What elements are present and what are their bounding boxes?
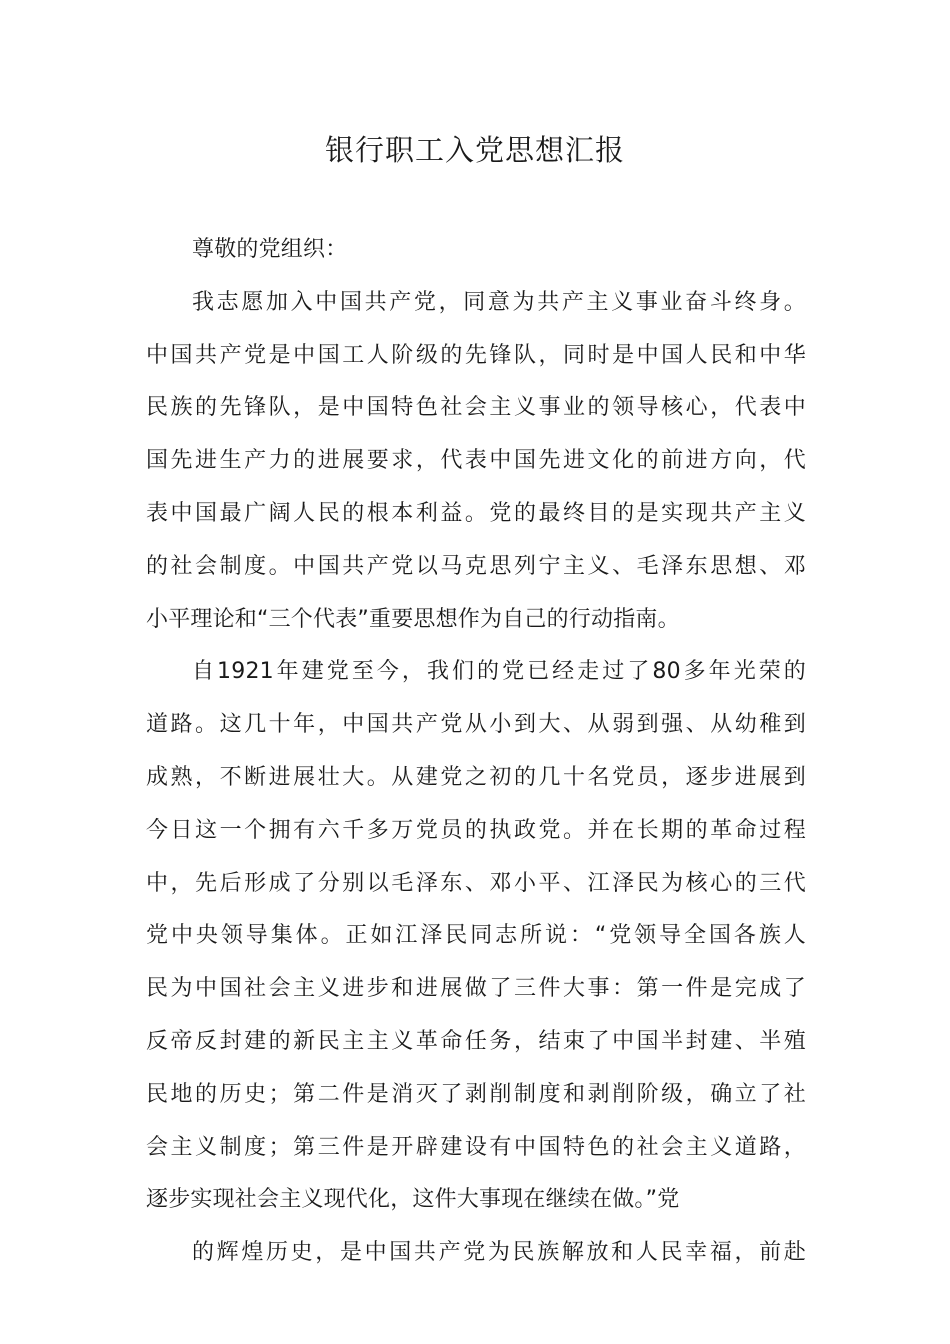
paragraph-line: 小平理论和“三个代表”重要思想作为自己的行动指南。	[146, 606, 680, 632]
paragraph-line: 民为中国社会主义进步和进展做了三件大事：第一件是完成了	[146, 976, 806, 1002]
paragraph-line: 今日这一个拥有六千多万党员的执政党。并在长期的革命过程	[146, 817, 806, 843]
paragraph-line: 民族的先锋队，是中国特色社会主义事业的领导核心，代表中	[146, 395, 806, 421]
paragraph-line: 道路。这几十年，中国共产党从小到大、从弱到强、从幼稚到	[146, 712, 806, 738]
paragraph-line: 国先进生产力的进展要求，代表中国先进文化的前进方向，代	[146, 448, 806, 474]
paragraph-line: 的社会制度。中国共产党以马克思列宁主义、毛泽东思想、邓	[146, 553, 806, 579]
document-body	[146, 224, 806, 1280]
paragraph-line: 表中国最广阔人民的根本利益。党的最终目的是实现共产主义	[146, 500, 806, 526]
paragraph-line: 逐步实现社会主义现代化，这件大事现在继续在做。”党	[146, 1187, 680, 1213]
paragraph-line: 中国共产党是中国工人阶级的先锋队，同时是中国人民和中华	[146, 342, 806, 368]
paragraph-1	[146, 277, 806, 647]
paragraph-line: 我志愿加入中国共产党，同意为共产主义事业奋斗终身。	[192, 289, 806, 315]
paragraph-line: 中，先后形成了分别以毛泽东、邓小平、江泽民为核心的三代	[146, 870, 806, 896]
paragraph-line: 成熟，不断进展壮大。从建党之初的几十名党员，逐步进展到	[146, 764, 806, 790]
paragraph-line: 会主义制度；第三件是开辟建设有中国特色的社会主义道路，	[146, 1134, 806, 1160]
paragraph-line: 民地的历史；第二件是消灭了剥削制度和剥削阶级，确立了社	[146, 1081, 806, 1107]
paragraph-line: 自1921年建党至今，我们的党已经走过了80多年光荣的	[192, 659, 806, 685]
salutation: 尊敬的党组织：	[192, 237, 348, 262]
paragraph-line: 反帝反封建的新民主主义革命任务，结束了中国半封建、半殖	[146, 1028, 806, 1054]
paragraph-3	[146, 1227, 806, 1280]
document-title: 银行职工入党思想汇报	[324, 133, 625, 167]
paragraph-line: 的辉煌历史，是中国共产党为民族解放和人民幸福，前赴	[192, 1240, 806, 1266]
paragraph-line: 党中央领导集体。正如江泽民同志所说：“党领导全国各族人	[146, 923, 806, 949]
paragraph-2	[146, 646, 806, 1227]
